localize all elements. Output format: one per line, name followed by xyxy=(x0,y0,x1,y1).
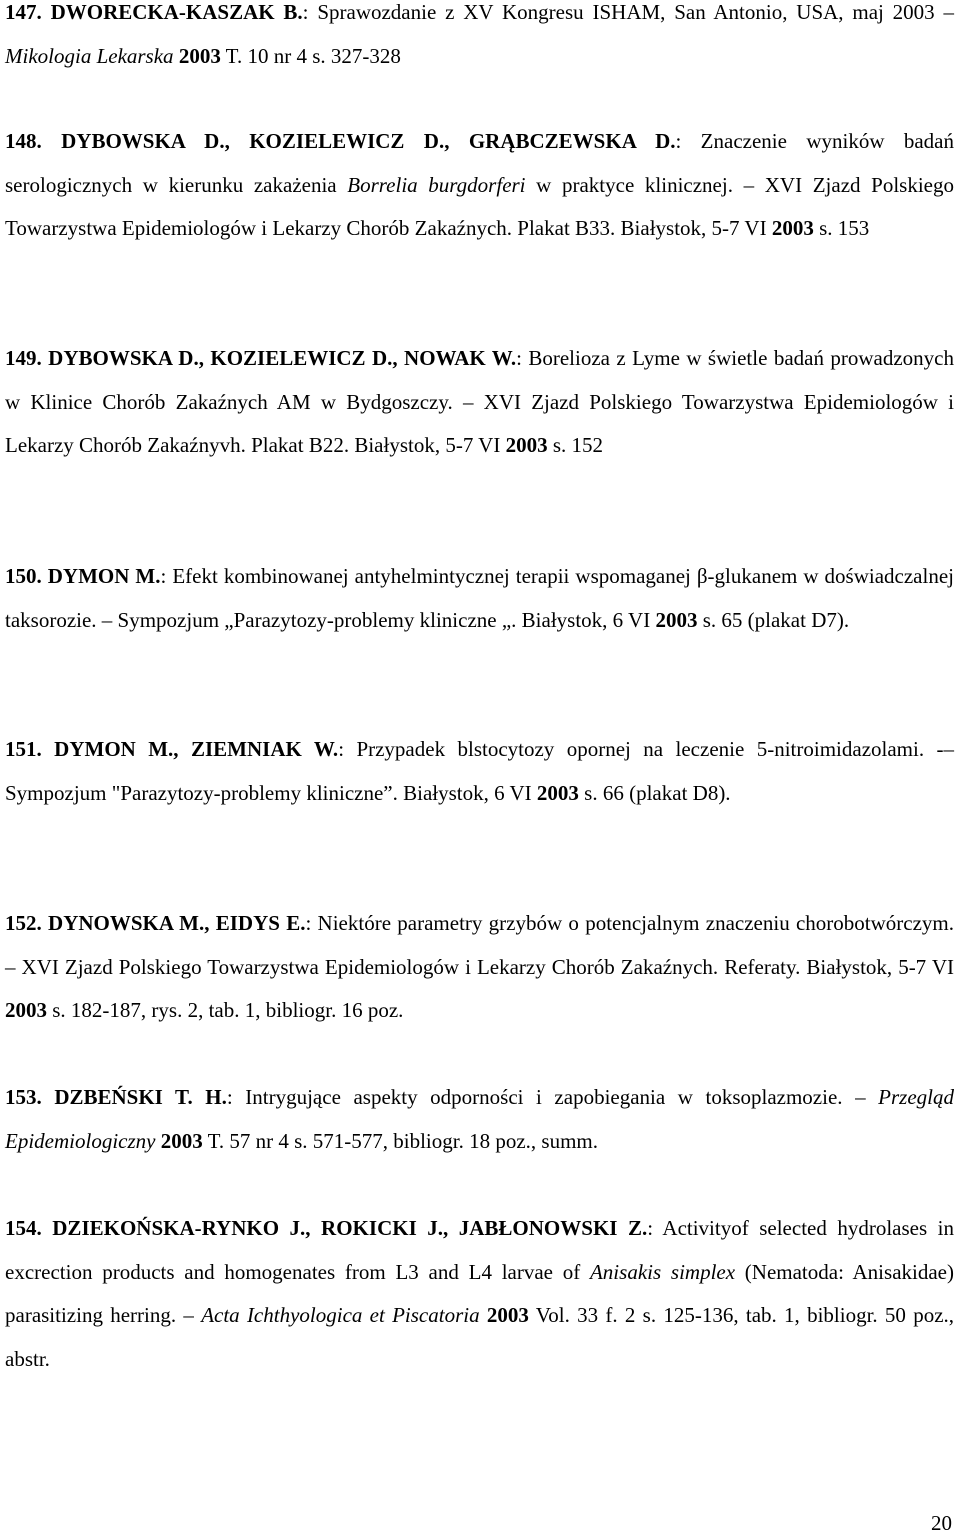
entry-text: : Niektóre parametry grzybów o potencjalnym znaczeniu chorobotwórczym. – XVI Zjazd Polskiego Towarzystwa Epidemiologów i Lekarzy Chorób Zakaźnych. Referaty. Białystok, 5-7 VI xyxy=(5,911,954,979)
bibliography-entry-148 xyxy=(5,120,954,251)
entry-year: 2003 xyxy=(178,43,221,68)
entry-year: 2003 xyxy=(655,607,698,632)
entry-text: : Efekt kombinowanej antyhelmintycznej terapii wspomaganej β-glukanem w doświadczalnej taksorozie. – Sympozjum „Parazytozy-problemy kliniczne „. Białystok, 6 VI xyxy=(5,564,954,632)
entry-text: s. 152 xyxy=(547,433,604,457)
entry-text: Vol. 33 f. 2 s. 125-136, tab. 1, bibliogr. 50 poz., abstr. xyxy=(5,1303,955,1371)
journal-title: Przegląd Epidemiologiczny xyxy=(5,1085,954,1153)
entry-number: 149. xyxy=(5,346,42,370)
entry-text: (Nematoda: Anisakidae) parasitizing herring. – xyxy=(5,1259,954,1327)
entry-text: : Intrygujące aspekty odporności i zapobiegania w toksoplazmozie. – xyxy=(226,1085,879,1109)
bibliography-entry-154 xyxy=(5,1207,954,1381)
entry-text: : Borelioza z Lyme w świetle badań prowadzonych w Klinice Chorób Zakaźnych AM w Bydgoszczy. – XVI Zjazd Polskiego Towarzystwa Epidemiologów i Lekarzy Chorób Zakaźnyvh. Plakat B22. Białystok, 5-7 VI xyxy=(5,346,955,457)
bibliography-entry-153 xyxy=(5,1076,954,1163)
entry-authors: DZBEŃSKI T. H. xyxy=(54,1085,227,1109)
entry-year: 2003 xyxy=(505,433,548,457)
entry-authors: DYNOWSKA M., EIDYS E. xyxy=(48,911,306,935)
entry-number: 151. xyxy=(5,737,42,761)
entry-text: : Sprawozdanie z XV Kongresu ISHAM, San Antonio, USA, maj 2003 – xyxy=(302,0,954,24)
bibliography-entry-149 xyxy=(5,337,954,468)
bibliography-entry-152 xyxy=(5,902,954,1033)
entry-year: 2003 xyxy=(536,780,579,805)
bibliography-entry-151 xyxy=(5,728,954,815)
page-number: 20 xyxy=(931,1511,952,1535)
entry-number: 150. xyxy=(5,564,42,588)
bibliography-entry-150 xyxy=(5,555,954,642)
entry-text: s. 65 (plakat D7). xyxy=(697,607,850,632)
entry-number: 147. xyxy=(5,0,42,24)
bibliography-entry-147 xyxy=(5,0,954,78)
journal-title: Acta Ichthyologica et Piscatoria xyxy=(201,1303,480,1327)
entry-authors: DYBOWSKA D., KOZIELEWICZ D., GRĄBCZEWSKA D. xyxy=(61,129,676,153)
entry-number: 148. xyxy=(5,129,42,153)
entry-year: 2003 xyxy=(486,1303,529,1327)
species-name: Borrelia burgdorferi xyxy=(347,172,526,197)
entry-authors: DYMON M. xyxy=(47,564,161,588)
entry-year: 2003 xyxy=(5,998,47,1022)
entry-text: s. 153 xyxy=(813,216,870,240)
entry-text: : Activityof selected hydrolases in excrection products and homogenates from L3 and L4 larvae of xyxy=(5,1216,955,1284)
entry-text: : Znaczenie wyników badań serologicznych w kierunku zakażenia xyxy=(5,129,954,197)
entry-authors: DWORECKA-KASZAK B. xyxy=(50,0,303,24)
entry-year: 2003 xyxy=(160,1128,203,1153)
entry-text: T. 10 nr 4 s. 327-328 xyxy=(220,43,401,68)
entry-number: 153. xyxy=(5,1085,42,1109)
entry-authors: DZIEKOŃSKA-RYNKO J., ROKICKI J., JABŁONOWSKI Z. xyxy=(52,1216,648,1240)
entry-text: s. 182-187, rys. 2, tab. 1, bibliogr. 16 poz. xyxy=(47,998,404,1022)
journal-title: Mikologia Lekarska xyxy=(5,43,174,68)
entry-number: 152. xyxy=(5,911,42,935)
entry-text xyxy=(480,1303,487,1327)
entry-text: T. 57 nr 4 s. 571-577, bibliogr. 18 poz., summ. xyxy=(202,1128,599,1153)
entry-authors: DYBOWSKA D., KOZIELEWICZ D., NOWAK W. xyxy=(48,346,517,370)
entry-text: w praktyce klinicznej. – XVI Zjazd Polskiego Towarzystwa Epidemiologów i Lekarzy Chorób Zakaźnych. Plakat B33. Białystok, 5-7 VI xyxy=(5,172,954,240)
species-name: Anisakis simplex xyxy=(589,1259,736,1284)
entry-number: 154. xyxy=(5,1216,42,1240)
entry-authors: DYMON M., ZIEMNIAK W. xyxy=(54,737,339,761)
entry-text: : Przypadek blstocytozy opornej na leczenie 5-nitroimidazolami. -–Sympozjum "Parazytozy-problemy kliniczne”. Białystok, 6 VI xyxy=(5,737,954,805)
entry-year: 2003 xyxy=(771,216,814,240)
entry-text: s. 66 (plakat D8). xyxy=(578,780,731,805)
